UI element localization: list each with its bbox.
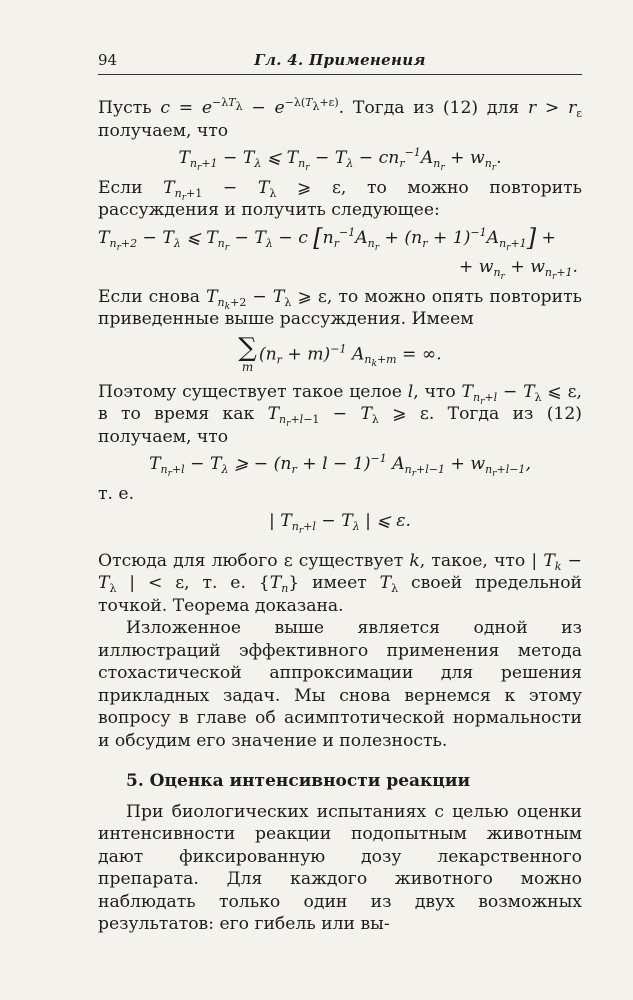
page-header: [98, 48, 582, 75]
paragraph: Поэтому существует такое целое l, что $T_{n_r+l} - T_\lambda$ ⩽ ε, в то время как $T_{n_r+l-1} - T_\lambda$ ⩾ ε. Тогда из (12) получаем, что: [98, 381, 582, 447]
paragraph: т. е.: [98, 483, 135, 504]
section-title: 5. Оценка интенсивности реакции: [126, 771, 471, 791]
equation: + $w_{n_r} + w_{n_r+1}$.: [458, 257, 578, 282]
paragraph: Изложенное выше является одной из иллюстраций эффективного применения метода стохастической аппроксимации для решения прикладных задач. Мы снова вернемся к этому вопросу в главе об асимптотической нормальности и обсудим его значение и полезность.: [98, 618, 582, 751]
equation: $T_{n_r+1} - T_\lambda$ ⩽ $T_{n_r} - T_\lambda - cn_r^{-1}A_{n_r} + w_{n_r}$.: [178, 146, 502, 173]
paragraph: Если $T_{n_r+1} - T_\lambda$ ⩾ ε, то можно повторить рассуждения и получить следующее:: [98, 177, 583, 220]
running-head: Гл. 4. Применения: [254, 51, 426, 69]
paragraph: Если снова $T_{n_k+2} - T_\lambda$ ⩾ ε, то можно опять повторить приведенные выше рассуждения. Имеем: [98, 286, 583, 329]
equation: $T_{n_r+2} - T_\lambda$ ⩽ $T_{n_r} - T_\lambda - c$ $[n_r^{-1}A_{n_r} + (n_r + 1)^{-1}A_{n_r+1}]$ +: [98, 223, 556, 253]
equation: $T_{n_r+l} - T_\lambda$ ⩾ − $(n_r + l - 1)^{-1}$ $A_{n_r+l-1} + w_{n_r+l-1}$,: [149, 452, 531, 479]
paragraph: При биологических испытаниях с целью оценки интенсивности реакции подопытным животным дают фиксированную дозу лекарственного препарата. Для каждого животного можно наблюдать только один из двух возможных результатов: его гибель или вы-: [98, 801, 582, 934]
equation: ∑ m $(n_r + m)^{-1}$ $A_{n_k+m}$ = ∞.: [238, 332, 442, 374]
paragraph: Отсюда для любого ε существует k, такое, что | $T_k - T_\lambda$ | < ε, т. е. $\{T_n\}$ имеет $T_\lambda$ своей предельной точкой. Теорема доказана.: [98, 550, 583, 616]
paragraph: Пусть $c = e^{-\lambda T_\lambda} - e^{-\lambda(T_\lambda+\varepsilon)}$. Тогда из (12) для $r > r_\varepsilon$ получаем, что: [98, 96, 582, 141]
book-page: [98, 48, 582, 936]
page-number: 94: [98, 51, 118, 69]
equation: | $T_{n_r+l} - T_\lambda$ | ⩽ ε.: [269, 511, 411, 536]
page-content: [98, 97, 582, 936]
